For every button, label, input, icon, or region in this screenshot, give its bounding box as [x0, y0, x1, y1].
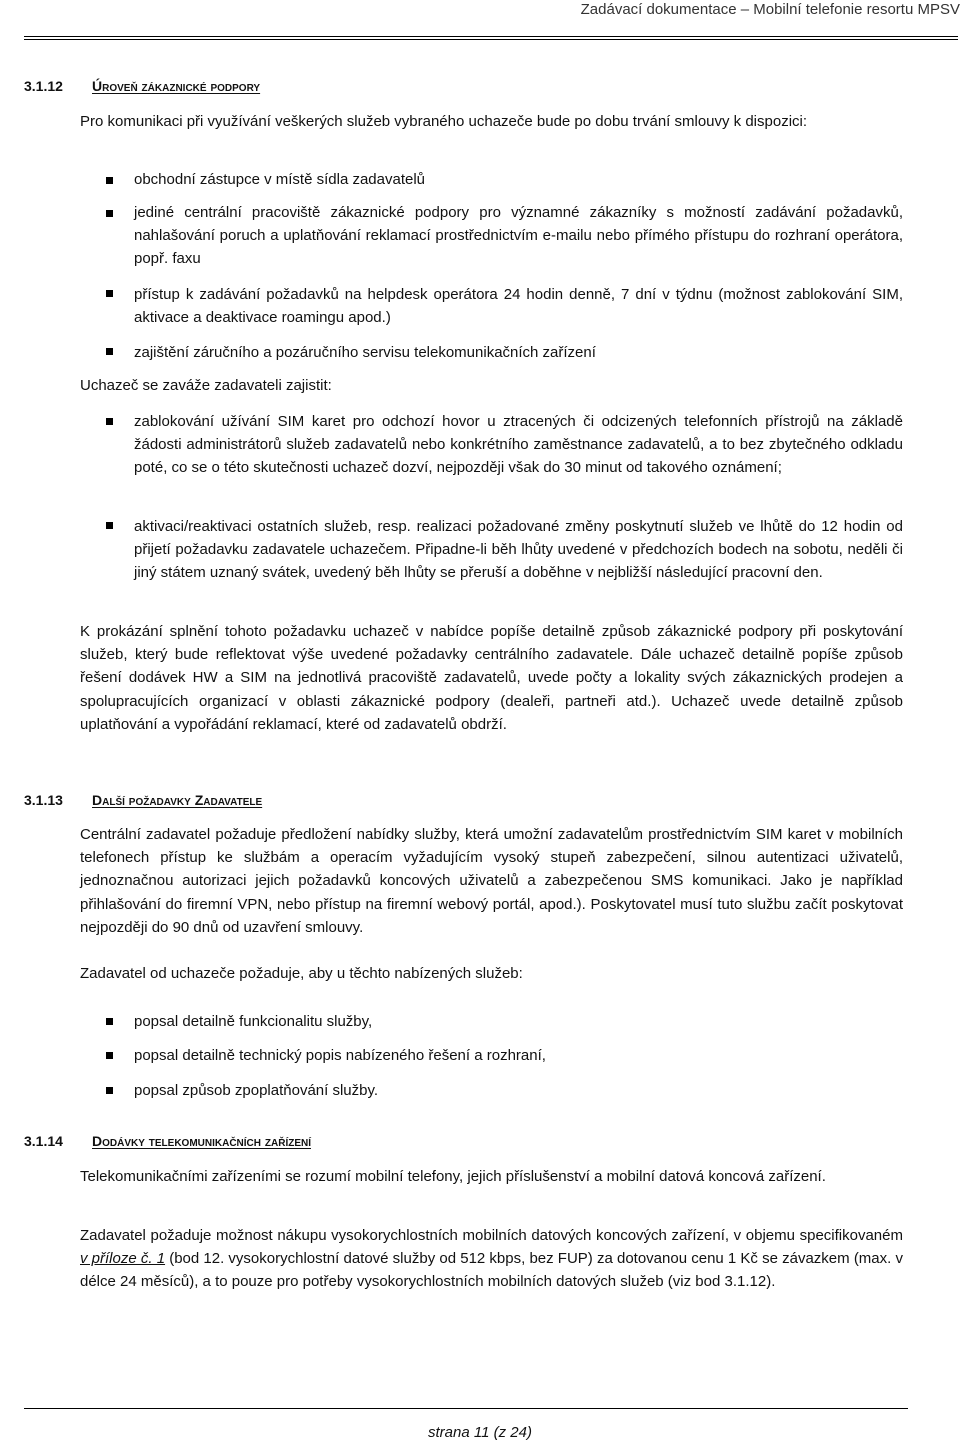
- section-number: 3.1.14: [24, 1133, 63, 1149]
- header-divider-secondary: [24, 39, 958, 40]
- list-item: popsal způsob zpoplatňování služby.: [134, 1082, 379, 1099]
- bullet-square-icon: [106, 1018, 113, 1025]
- footer-divider: [24, 1408, 908, 1409]
- bullet-square-icon: [106, 1087, 113, 1094]
- section-number: 3.1.12: [24, 78, 63, 94]
- bullet-square-icon: [106, 177, 113, 184]
- list-item: popsal detailně funkcionalitu služby,: [134, 1013, 373, 1030]
- bullet-square-icon: [106, 290, 113, 297]
- paragraph-requirement: [80, 1224, 903, 1294]
- paragraph-commit-intro: Uchazeč se zaváže zadavateli zajistit:: [80, 377, 332, 394]
- section-title: Dodávky telekomunikačních zařízení: [92, 1133, 311, 1149]
- bullet-square-icon: [106, 210, 113, 217]
- list-item: přístup k zadávání požadavků na helpdesk operátora 24 hodin denně, 7 dní v týdnu (možnost zablokování SIM, aktivace a deaktivace roamingu apod.): [134, 286, 903, 327]
- list-item: aktivaci/reaktivaci ostatních služeb, resp. realizaci požadované změny poskytnutí služeb ve lhůtě do 12 hodin od přijetí požadavku zadavatele uchazečem. Připadne-li běh lhůty uvedené v předchozích bodech na sobotu, neděli či jiný státem uznaný svátek, uvedený běh lhůty se přeruší a doběhne v nejbližší následující pracovní den.: [134, 518, 903, 582]
- paragraph-definition: Telekomunikačními zařízeními se rozumí mobilní telefony, jejich příslušenství a mobilní datová koncová zařízení.: [80, 1168, 826, 1185]
- list-item: zajištění záručního a pozáručního servisu telekomunikačních zařízení: [134, 344, 596, 361]
- section-title: Úroveň zákaznické podpory: [92, 78, 261, 94]
- paragraph-text-before-link: Zadavatel požaduje možnost nákupu vysokorychlostních mobilních datových koncových zařízení, v objemu specifikovaném: [80, 1227, 903, 1244]
- header-divider: [24, 36, 958, 37]
- list-item: obchodní zástupce v místě sídla zadavatelů: [134, 171, 426, 188]
- page-number: strana 11 (z 24): [428, 1424, 532, 1441]
- list-item: popsal detailně technický popis nabízeného řešení a rozhraní,: [134, 1047, 546, 1064]
- attachment-reference-link[interactable]: v příloze č. 1: [80, 1250, 166, 1268]
- document-header-title: Zadávací dokumentace – Mobilní telefonie resortu MPSV: [580, 1, 960, 18]
- paragraph-main: Centrální zadavatel požaduje předložení nabídky služby, která umožní zadavatelům prostřednictvím SIM karet v mobilních telefonech přístup ke službám a operacím vyžadujícím vysoký stupeň zabezpečení, silnou autentizaci uživatelů, jednoznačnou autorizaci jejich požadavků koncových uživatelů a zabezpečenou SMS komunikaci. Jako je například přihlašování do firemní VPN, nebo přístup na firemní webový portál, apod.). Poskytovatel musí tuto službu začít poskytovat nejpozději do 90 dnů od uzavření smlouvy.: [80, 826, 903, 936]
- list-item: jediné centrální pracoviště zákaznické podpory pro významné zákazníky s možností zadávání požadavků, nahlašování poruch a uplatňování reklamací prostřednictvím e-mailu nebo přímého přístupu do rozhraní operátora, popř. faxu: [134, 204, 903, 268]
- bullet-square-icon: [106, 522, 113, 529]
- section-number: 3.1.13: [24, 792, 63, 808]
- paragraph-intro: Pro komunikaci při využívání veškerých služeb vybraného uchazeče bude po dobu trvání smlouvy k dispozici:: [80, 113, 808, 130]
- bullet-square-icon: [106, 348, 113, 355]
- paragraph-intro: Zadavatel od uchazeče požaduje, aby u těchto nabízených služeb:: [80, 965, 523, 982]
- bullet-square-icon: [106, 418, 113, 425]
- list-item: zablokování užívání SIM karet pro odchozí hovor u ztracených či odcizených telefonních přístrojů na základě žádosti administrátorů služeb zadavatelů nebo konkrétního zaměstnance zadavatelů, a to bez zbytečného odkladu poté, co se o této skutečnosti uchazeč dozví, nejpozději však do 30 minut od takového oznámení;: [134, 413, 903, 477]
- paragraph-text-after-link: (bod 12. vysokorychlostní datové služby od 512 kbps, bez FUP) za dotovanou cenu 1 Kč se závazkem (max. v délce 24 měsíců), a to pouze pro potřeby vysokorychlostních mobilních datových služeb (viz bod 3.1.12).: [80, 1250, 903, 1291]
- section-title: Další požadavky Zadavatele: [92, 792, 263, 808]
- paragraph-closing: K prokázání splnění tohoto požadavku uchazeč v nabídce popíše detailně způsob zákaznické podpory při poskytování služeb, který bude reflektovat výše uvedené požadavky centrálního zadavatele. Dále uchazeč detailně popíše způsob řešení dodávek HW a SIM na jednotlivá pracoviště zadavatelů, uvede počty a lokality svých zákaznických prodejen a spolupracujících organizací v oblasti zákaznické podpory (dealeři, partneři atd.). Uchazeč uvede detailně způsob uplatňování a vypořádání reklamací, které od zadavatelů obdrží.: [80, 623, 903, 733]
- bullet-square-icon: [106, 1052, 113, 1059]
